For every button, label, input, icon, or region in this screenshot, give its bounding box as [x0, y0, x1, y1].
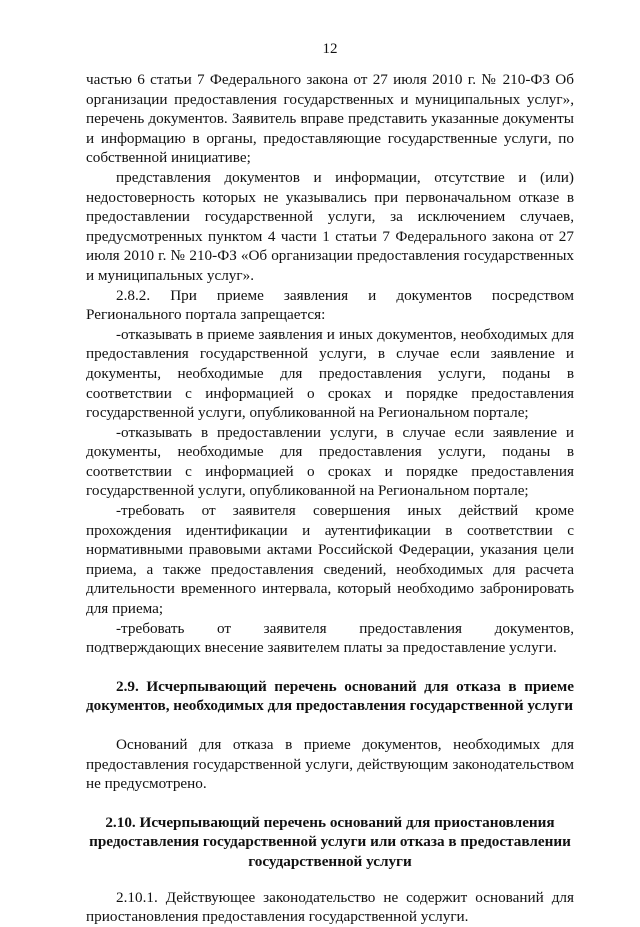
- paragraph-continuation: частью 6 статьи 7 Федерального закона от 27 июля 2010 г. № 210-ФЗ Об организации предоставления государственных и муниципальных услуг», перечень документов. Заявитель вправе представить указанные документы и информацию в органы, предоставляющие государственные услуги, по собственной инициативе;: [86, 71, 574, 167]
- list-item-refuse-provision: -отказывать в предоставлении услуги, в случае если заявление и документы, необходимые для предоставления услуги, поданы в соответствии с информацией о сроках и порядке предоставления государственной услуги, опубликованной на Региональном портале;: [86, 423, 574, 500]
- section-2-10-heading: 2.10. Исчерпывающий перечень оснований для приостановления предоставления государственной услуги или отказа в предоставлении государственной услуги: [89, 813, 571, 870]
- paragraph-documents-information: представления документов и информации, отсутствие и (или) недостоверность которых не указывались при первоначальном отказе в предоставлении государственной услуги, за исключением случаев, предусмотренных пунктом 4 части 1 статьи 7 Федерального закона от 27 июля 2010 г. № 210-ФЗ «Об организации предоставления государственных и муниципальных услуг».: [86, 168, 574, 284]
- list-item-refuse-acceptance: -отказывать в приеме заявления и иных документов, необходимых для предоставления государственной услуги, в случае если заявление и документы, необходимые для предоставления услуги, поданы в соответствии с информацией о сроках и порядке предоставления государственной услуги, опубликованной на Региональном портале;: [86, 325, 574, 422]
- section-2-9-heading: 2.9. Исчерпывающий перечень оснований для отказа в приеме документов, необходимых для предоставления государственной услуги: [86, 677, 574, 715]
- paragraph-2-10-1: 2.10.1. Действующее законодательство не содержит оснований для приостановления предоставления государственной услуги.: [86, 888, 574, 926]
- list-item-require-actions: -требовать от заявителя совершения иных действий кроме прохождения идентификации и аутентификации в соответствии с нормативными правовыми актами Российской Федерации, указания цели приема, а также предоставления сведений, необходимых для расчета длительности временного интервала, который необходимо забронировать для приема;: [86, 502, 574, 618]
- list-item-require-payment-docs: -требовать от заявителя предоставления документов, подтверждающих внесение заявителем платы за предоставление услуги.: [86, 619, 574, 657]
- document-page: [86, 40, 574, 927]
- paragraph-2-8-2: 2.8.2. При приеме заявления и документов посредством Регионального портала запрещается:: [86, 286, 574, 324]
- section-2-9-body: Оснований для отказа в приеме документов, необходимых для предоставления государственной услуги, действующим законодательством не предусмотрено.: [86, 736, 574, 793]
- page-number: 12: [322, 41, 338, 57]
